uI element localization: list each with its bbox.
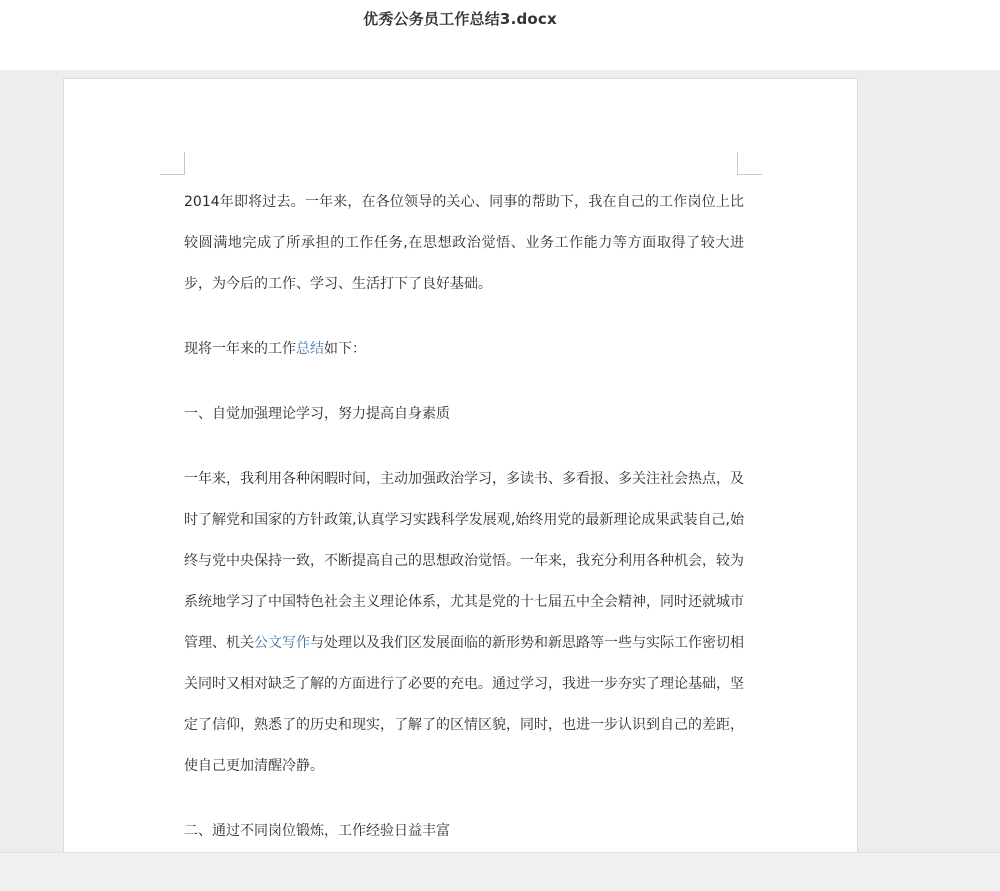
heading-section-1: 一、自觉加强理论学习，努力提高自身素质 [184,406,450,422]
margin-corner-top-left [160,152,185,175]
summary-link[interactable]: 总结 [296,341,324,357]
document-page [63,78,858,868]
official-writing-link[interactable]: 公文写作 [254,635,310,651]
heading-section-2: 二、通过不同岗位锻炼，工作经验日益丰富 [184,823,450,839]
document-body [184,182,744,876]
paragraph-summary-lead [184,329,744,370]
margin-corner-top-right [737,152,762,175]
study-text-after: 与处理以及我们区发展面临的新形势和新思路等一些与实际工作密切相关同时又相对缺乏了解的方面进行了必要的充电。通过学习，我进一步夯实了理论基础，坚定了信仰，熟悉了的历史和现实，了解了的区情区貌，同时，也进一步认识到自己的差距，使自己更加清醒冷静。 [184,635,744,774]
paragraph-intro: 2014年即将过去。一年来，在各位领导的关心、同事的帮助下，我在自己的工作岗位上比较圆满地完成了所承担的工作任务,在思想政治觉悟、业务工作能力等方面取得了较大进步，为今后的工作、学习、生活打下了良好基础。 [184,194,744,292]
bottom-bar [0,852,1000,891]
paragraph-study [184,459,744,787]
document-viewer[interactable] [0,70,1000,852]
summary-lead-tail: 如下： [324,341,366,357]
title-bar [0,0,1000,70]
summary-lead-text: 现将一年来的工作 [184,341,296,357]
document-title: 优秀公务员工作总结3.docx [363,10,557,28]
study-text-before: 一年来，我利用各种闲暇时间，主动加强政治学习，多读书、多看报、多关注社会热点，及时了解党和国家的方针政策,认真学习实践科学发展观,始终用党的最新理论成果武装自己,始终与党中央保持一致，不断提高自己的思想政治觉悟。一年来，我充分利用各种机会，较为系统地学习了中国特色社会主义理论体系，尤其是党的十七届五中全会精神，同时还就城市管理、机关 [184,471,744,651]
